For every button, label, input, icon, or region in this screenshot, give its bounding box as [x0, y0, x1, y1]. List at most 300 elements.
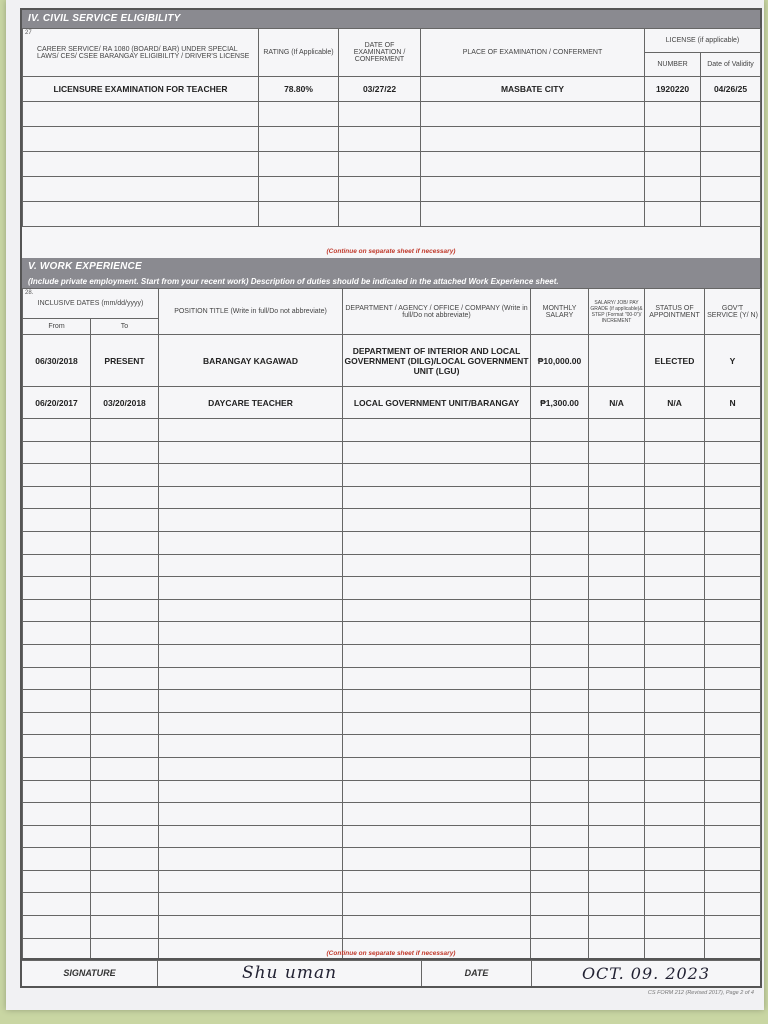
empty-cell[interactable] [23, 102, 259, 127]
empty-cell[interactable] [343, 486, 531, 509]
empty-cell[interactable] [705, 916, 761, 939]
empty-cell[interactable] [23, 554, 91, 577]
empty-cell[interactable] [159, 509, 343, 532]
empty-cell[interactable] [91, 803, 159, 826]
empty-cell[interactable] [339, 177, 421, 202]
table-row [23, 667, 761, 690]
section-work-experience-header: V. WORK EXPERIENCE [22, 258, 760, 276]
rating-cell[interactable]: 78.80% [259, 77, 339, 102]
empty-cell[interactable] [531, 690, 589, 713]
empty-cell[interactable] [645, 419, 705, 442]
empty-cell[interactable] [343, 757, 531, 780]
table-row [23, 599, 761, 622]
empty-cell[interactable] [531, 735, 589, 758]
empty-cell[interactable] [91, 825, 159, 848]
empty-cell[interactable] [91, 916, 159, 939]
empty-cell[interactable] [421, 177, 645, 202]
table-row [23, 893, 761, 916]
empty-cell[interactable] [705, 486, 761, 509]
empty-cell[interactable] [705, 577, 761, 600]
empty-cell[interactable] [531, 419, 589, 442]
table-row [23, 77, 761, 102]
empty-cell[interactable] [23, 577, 91, 600]
empty-cell[interactable] [159, 577, 343, 600]
empty-cell[interactable] [701, 102, 761, 127]
empty-cell[interactable] [645, 127, 701, 152]
empty-cell[interactable] [589, 486, 645, 509]
empty-cell[interactable] [343, 554, 531, 577]
empty-cell[interactable] [531, 577, 589, 600]
license-validity-header: Date of Validity [701, 53, 761, 77]
empty-cell[interactable] [23, 690, 91, 713]
empty-cell[interactable] [589, 531, 645, 554]
empty-cell[interactable] [531, 712, 589, 735]
status-cell[interactable]: ELECTED [645, 335, 705, 387]
empty-cell[interactable] [339, 152, 421, 177]
empty-cell[interactable] [23, 916, 91, 939]
empty-cell[interactable] [531, 531, 589, 554]
empty-cell[interactable] [589, 825, 645, 848]
empty-cell[interactable] [343, 690, 531, 713]
table-row [23, 870, 761, 893]
empty-cell[interactable] [645, 757, 705, 780]
position-header: POSITION TITLE (Write in full/Do not abbreviate) [159, 289, 343, 335]
empty-cell[interactable] [159, 486, 343, 509]
empty-cell[interactable] [23, 803, 91, 826]
section-civil-service-header: IV. CIVIL SERVICE ELIGIBILITY [22, 10, 760, 28]
empty-cell[interactable] [645, 690, 705, 713]
empty-cell[interactable] [645, 825, 705, 848]
empty-cell[interactable] [645, 441, 705, 464]
empty-cell[interactable] [23, 464, 91, 487]
empty-cell[interactable] [91, 622, 159, 645]
empty-cell[interactable] [23, 848, 91, 871]
empty-cell[interactable] [589, 419, 645, 442]
empty-cell[interactable] [159, 690, 343, 713]
empty-cell[interactable] [343, 622, 531, 645]
empty-cell[interactable] [23, 644, 91, 667]
empty-cell[interactable] [23, 599, 91, 622]
empty-cell[interactable] [91, 599, 159, 622]
empty-cell[interactable] [343, 735, 531, 758]
table-row [23, 102, 761, 127]
empty-cell[interactable] [91, 667, 159, 690]
from-cell[interactable]: 06/20/2017 [23, 387, 91, 419]
empty-cell[interactable] [705, 780, 761, 803]
empty-cell[interactable] [23, 127, 259, 152]
empty-cell[interactable] [343, 825, 531, 848]
empty-cell[interactable] [159, 780, 343, 803]
empty-cell[interactable] [23, 667, 91, 690]
inclusive-dates-text: INCLUSIVE DATES (mm/dd/yyyy) [37, 300, 144, 307]
empty-cell[interactable] [343, 419, 531, 442]
form-code: CS FORM 212 (Revised 2017), Page 2 of 4 [647, 990, 754, 996]
empty-cell[interactable] [23, 870, 91, 893]
empty-cell[interactable] [531, 825, 589, 848]
empty-cell[interactable] [91, 870, 159, 893]
grade-cell[interactable]: N/A [589, 387, 645, 419]
empty-cell[interactable] [159, 825, 343, 848]
empty-cell[interactable] [645, 509, 705, 532]
position-cell[interactable]: BARANGAY KAGAWAD [159, 335, 343, 387]
table-row [23, 419, 761, 442]
status-header: STATUS OF APPOINTMENT [645, 289, 705, 335]
continue-note-eligibility: (Continue on separate sheet if necessary) [326, 248, 456, 255]
empty-cell[interactable] [531, 893, 589, 916]
empty-cell[interactable] [259, 202, 339, 227]
empty-cell[interactable] [645, 848, 705, 871]
empty-cell[interactable] [531, 870, 589, 893]
table-row [23, 177, 761, 202]
empty-cell[interactable] [159, 554, 343, 577]
empty-cell[interactable] [23, 735, 91, 758]
empty-cell[interactable] [589, 916, 645, 939]
empty-cell[interactable] [339, 127, 421, 152]
table-row [23, 152, 761, 177]
table-row [23, 577, 761, 600]
empty-cell[interactable] [701, 127, 761, 152]
empty-cell[interactable] [339, 102, 421, 127]
govt-cell[interactable]: Y [705, 335, 761, 387]
table-row [23, 644, 761, 667]
empty-cell[interactable] [23, 825, 91, 848]
empty-cell[interactable] [343, 577, 531, 600]
empty-cell[interactable] [343, 441, 531, 464]
empty-cell[interactable] [705, 464, 761, 487]
table-row [23, 554, 761, 577]
empty-rows [23, 419, 761, 961]
department-header: DEPARTMENT / AGENCY / OFFICE / COMPANY (Write in full/Do not abbreviate) [343, 289, 531, 335]
empty-cell[interactable] [343, 509, 531, 532]
signature-label: SIGNATURE [22, 960, 158, 986]
empty-cell[interactable] [531, 803, 589, 826]
empty-cell[interactable] [159, 893, 343, 916]
empty-cell[interactable] [343, 870, 531, 893]
department-cell[interactable]: DEPARTMENT OF INTERIOR AND LOCAL GOVERNMENT (DILG)/LOCAL GOVERNMENT UNIT (LGU) [343, 335, 531, 387]
empty-cell[interactable] [421, 152, 645, 177]
empty-cell[interactable] [589, 780, 645, 803]
empty-cell[interactable] [705, 667, 761, 690]
from-header: From [23, 319, 91, 335]
empty-cell[interactable] [705, 893, 761, 916]
empty-cell[interactable] [589, 509, 645, 532]
empty-cell[interactable] [91, 644, 159, 667]
table-row [23, 848, 761, 871]
table-row [23, 803, 761, 826]
empty-cell[interactable] [705, 441, 761, 464]
empty-cell[interactable] [645, 202, 701, 227]
empty-cell[interactable] [701, 177, 761, 202]
empty-cell[interactable] [589, 757, 645, 780]
empty-cell[interactable] [159, 735, 343, 758]
empty-cell[interactable] [705, 690, 761, 713]
position-cell[interactable]: DAYCARE TEACHER [159, 387, 343, 419]
empty-cell[interactable] [343, 893, 531, 916]
work-experience-table [22, 288, 761, 961]
empty-cell[interactable] [645, 464, 705, 487]
table-row [23, 825, 761, 848]
empty-cell[interactable] [23, 712, 91, 735]
empty-cell[interactable] [159, 622, 343, 645]
eligibility-header [23, 29, 259, 77]
empty-cell[interactable] [589, 599, 645, 622]
empty-cell[interactable] [421, 102, 645, 127]
empty-cell[interactable] [589, 667, 645, 690]
empty-cell[interactable] [159, 757, 343, 780]
place-cell[interactable]: MASBATE CITY [421, 77, 645, 102]
empty-cell[interactable] [159, 441, 343, 464]
empty-cell[interactable] [23, 509, 91, 532]
empty-cell[interactable] [343, 599, 531, 622]
empty-cell[interactable] [159, 419, 343, 442]
empty-cell[interactable] [705, 712, 761, 735]
status-cell[interactable]: N/A [645, 387, 705, 419]
empty-cell[interactable] [645, 916, 705, 939]
empty-cell[interactable] [91, 757, 159, 780]
empty-cell[interactable] [159, 464, 343, 487]
empty-cell[interactable] [159, 531, 343, 554]
empty-cell[interactable] [91, 577, 159, 600]
item-number: 28. [25, 290, 34, 296]
empty-cell[interactable] [259, 152, 339, 177]
empty-cell[interactable] [645, 102, 701, 127]
empty-cell[interactable] [589, 690, 645, 713]
empty-cell[interactable] [645, 667, 705, 690]
date-field[interactable] [532, 960, 760, 986]
empty-cell[interactable] [705, 825, 761, 848]
empty-cell[interactable] [531, 622, 589, 645]
empty-cell[interactable] [343, 916, 531, 939]
signature-image: Shu uman [241, 963, 338, 983]
empty-cell[interactable] [645, 644, 705, 667]
empty-cell[interactable] [159, 644, 343, 667]
empty-cell[interactable] [23, 441, 91, 464]
grade-cell[interactable] [589, 335, 645, 387]
table-row [23, 916, 761, 939]
place-exam-header: PLACE OF EXAMINATION / CONFERMENT [421, 29, 645, 77]
empty-cell[interactable] [23, 780, 91, 803]
empty-cell[interactable] [589, 712, 645, 735]
table-row [23, 780, 761, 803]
work-experience-subtitle: (Include private employment. Start from your recent work) Description of duties should be indicated in the attached Work Experience sheet. [22, 276, 760, 288]
from-cell[interactable]: 06/30/2018 [23, 335, 91, 387]
empty-cell[interactable] [91, 464, 159, 487]
empty-cell[interactable] [23, 177, 259, 202]
eligibility-header-text: CAREER SERVICE/ RA 1080 (BOARD/ BAR) UNDER SPECIAL LAWS/ CES/ CSEE BARANGAY ELIGIBILITY / DRIVER'S LICENSE [37, 45, 250, 60]
salary-cell[interactable]: ₱10,000.00 [531, 335, 589, 387]
empty-cell[interactable] [159, 667, 343, 690]
signature-field[interactable] [158, 960, 422, 986]
empty-cell[interactable] [705, 599, 761, 622]
empty-cell[interactable] [531, 599, 589, 622]
empty-cell[interactable] [159, 712, 343, 735]
empty-cell[interactable] [531, 848, 589, 871]
empty-cell[interactable] [531, 667, 589, 690]
empty-cell[interactable] [159, 916, 343, 939]
empty-cell[interactable] [645, 712, 705, 735]
table-row [23, 486, 761, 509]
table-row [23, 127, 761, 152]
date-exam-header: DATE OF EXAMINATION / CONFERMENT [339, 29, 421, 77]
table-row [23, 712, 761, 735]
empty-cell[interactable] [645, 554, 705, 577]
empty-cell[interactable] [91, 848, 159, 871]
table-row [23, 622, 761, 645]
govt-cell[interactable]: N [705, 387, 761, 419]
pds-page [6, 0, 764, 1010]
form-frame [20, 8, 762, 988]
civil-service-table [22, 28, 761, 227]
to-header: To [91, 319, 159, 335]
item-number: 27 [25, 30, 32, 36]
empty-cell[interactable] [91, 893, 159, 916]
empty-cell[interactable] [531, 780, 589, 803]
empty-cell[interactable] [705, 644, 761, 667]
empty-cell[interactable] [23, 486, 91, 509]
empty-cell[interactable] [339, 202, 421, 227]
empty-cell[interactable] [259, 177, 339, 202]
empty-cell[interactable] [705, 509, 761, 532]
empty-cell[interactable] [645, 152, 701, 177]
inclusive-dates-header [23, 289, 159, 319]
empty-cell[interactable] [91, 509, 159, 532]
empty-cell[interactable] [531, 554, 589, 577]
continue-note-work: (Continue on separate sheet if necessary) [326, 950, 456, 957]
empty-cell[interactable] [91, 486, 159, 509]
empty-cell[interactable] [645, 893, 705, 916]
empty-cell[interactable] [259, 127, 339, 152]
empty-cell[interactable] [159, 803, 343, 826]
empty-cell[interactable] [91, 735, 159, 758]
empty-cell[interactable] [259, 102, 339, 127]
empty-cell[interactable] [23, 152, 259, 177]
empty-cell[interactable] [705, 554, 761, 577]
empty-cell[interactable] [531, 464, 589, 487]
empty-cell[interactable] [589, 644, 645, 667]
empty-cell[interactable] [531, 916, 589, 939]
empty-cell[interactable] [91, 419, 159, 442]
empty-cell[interactable] [343, 667, 531, 690]
eligibility-cell[interactable]: LICENSURE EXAMINATION FOR TEACHER [23, 77, 259, 102]
empty-cell[interactable] [705, 803, 761, 826]
empty-cell[interactable] [23, 622, 91, 645]
license-number-cell[interactable]: 1920220 [645, 77, 701, 102]
table-row [23, 735, 761, 758]
empty-cell[interactable] [645, 735, 705, 758]
to-cell[interactable]: PRESENT [91, 335, 159, 387]
empty-cell[interactable] [159, 870, 343, 893]
empty-cell[interactable] [421, 127, 645, 152]
empty-cell[interactable] [343, 803, 531, 826]
empty-cell[interactable] [91, 780, 159, 803]
empty-cell[interactable] [589, 554, 645, 577]
empty-cell[interactable] [343, 644, 531, 667]
empty-cell[interactable] [421, 202, 645, 227]
empty-cell[interactable] [705, 757, 761, 780]
govt-header: GOV'T SERVICE (Y/ N) [705, 289, 761, 335]
empty-cell[interactable] [645, 486, 705, 509]
empty-cell[interactable] [645, 870, 705, 893]
signature-row [22, 958, 760, 984]
empty-cell[interactable] [343, 531, 531, 554]
salary-cell[interactable]: ₱1,300.00 [531, 387, 589, 419]
empty-cell[interactable] [343, 464, 531, 487]
empty-cell[interactable] [159, 599, 343, 622]
empty-cell[interactable] [589, 870, 645, 893]
empty-cell[interactable] [531, 486, 589, 509]
empty-cell[interactable] [705, 531, 761, 554]
to-cell[interactable]: 03/20/2018 [91, 387, 159, 419]
empty-cell[interactable] [23, 893, 91, 916]
empty-cell[interactable] [531, 757, 589, 780]
table-row [23, 441, 761, 464]
empty-cell[interactable] [23, 419, 91, 442]
empty-cell[interactable] [23, 757, 91, 780]
empty-cell[interactable] [645, 599, 705, 622]
license-number-header: NUMBER [645, 53, 701, 77]
empty-cell[interactable] [705, 870, 761, 893]
table-row [23, 387, 761, 419]
grade-header: SALARY/ JOB/ PAY GRADE (if applicable)& STEP (Format "00-0")/ INCREMENT [589, 289, 645, 335]
empty-cell[interactable] [645, 622, 705, 645]
table-row [23, 509, 761, 532]
date-cell[interactable]: 03/27/22 [339, 77, 421, 102]
date-value: OCT. 09. 2023 [581, 963, 711, 983]
empty-cell[interactable] [589, 735, 645, 758]
empty-cell[interactable] [705, 622, 761, 645]
empty-cell[interactable] [91, 441, 159, 464]
empty-cell[interactable] [91, 554, 159, 577]
empty-cell[interactable] [701, 152, 761, 177]
empty-cell[interactable] [343, 848, 531, 871]
empty-cell[interactable] [705, 735, 761, 758]
table-row [23, 757, 761, 780]
empty-cell[interactable] [23, 531, 91, 554]
empty-cell[interactable] [589, 803, 645, 826]
empty-cell[interactable] [589, 622, 645, 645]
empty-cell[interactable] [91, 712, 159, 735]
empty-cell[interactable] [589, 464, 645, 487]
empty-cell[interactable] [589, 893, 645, 916]
empty-cell[interactable] [91, 690, 159, 713]
empty-cell[interactable] [159, 848, 343, 871]
department-cell[interactable]: LOCAL GOVERNMENT UNIT/BARANGAY [343, 387, 531, 419]
empty-cell[interactable] [645, 177, 701, 202]
table-row [23, 531, 761, 554]
empty-cell[interactable] [531, 644, 589, 667]
empty-cell[interactable] [91, 531, 159, 554]
empty-cell[interactable] [589, 441, 645, 464]
empty-cell[interactable] [23, 202, 259, 227]
table-row [23, 202, 761, 227]
license-validity-cell[interactable]: 04/26/25 [701, 77, 761, 102]
license-header: LICENSE (if applicable) [645, 29, 761, 53]
empty-cell[interactable] [645, 780, 705, 803]
empty-cell[interactable] [589, 848, 645, 871]
empty-cell[interactable] [705, 419, 761, 442]
empty-cell[interactable] [645, 531, 705, 554]
empty-cell[interactable] [645, 577, 705, 600]
empty-cell[interactable] [645, 803, 705, 826]
empty-cell[interactable] [531, 441, 589, 464]
empty-cell[interactable] [705, 848, 761, 871]
empty-cell[interactable] [701, 202, 761, 227]
empty-cell[interactable] [343, 712, 531, 735]
table-row [23, 690, 761, 713]
empty-cell[interactable] [589, 577, 645, 600]
empty-cell[interactable] [343, 780, 531, 803]
empty-cell[interactable] [531, 509, 589, 532]
